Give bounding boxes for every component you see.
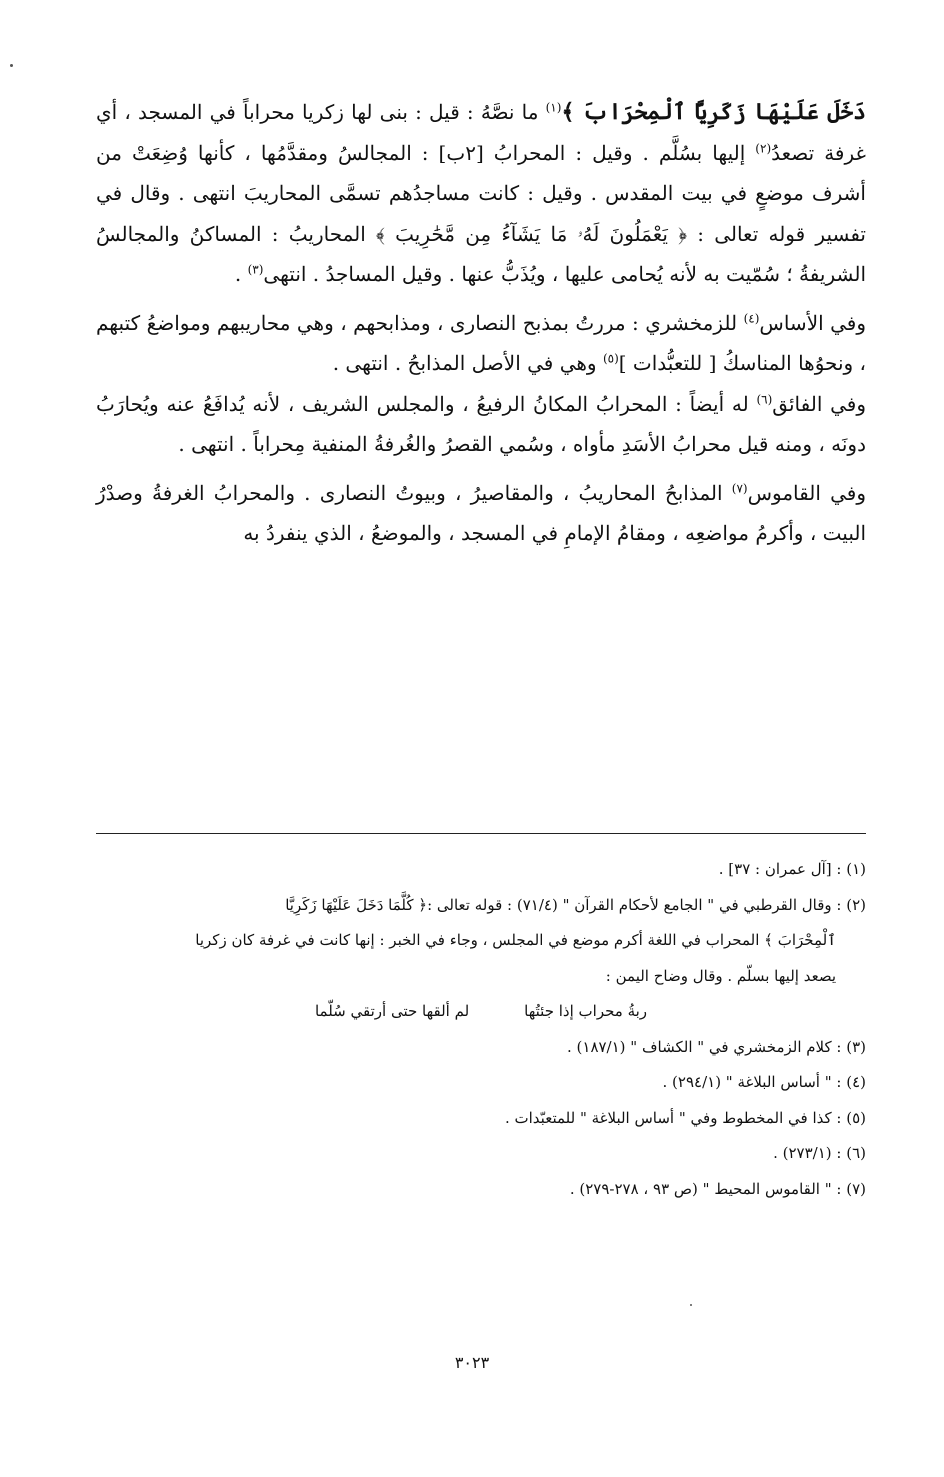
scan-speck — [10, 64, 13, 67]
verse-hemistich-second: لم ألقها حتى أرتقي سُلّما — [314, 1002, 470, 1020]
paragraph-text: . — [234, 262, 248, 286]
footnote-ref-6[interactable]: (٦) — [756, 391, 773, 406]
footnote-ref-7[interactable]: (٧) — [731, 480, 748, 495]
footnote-6: (٦) : (٢٧٣/١) . — [773, 1144, 866, 1162]
footnote-ref-5[interactable]: (٥) — [602, 351, 619, 366]
footnote-2-continued: يصعد إليها بسلّم . وقال وضاح اليمن : — [605, 966, 836, 985]
paragraph-2 — [96, 303, 866, 384]
footnote-ref-4[interactable]: (٤) — [743, 310, 760, 325]
footnote-3: (٣) : كلام الزمخشري في " الكشاف " (١٨٧/١) . — [567, 1037, 866, 1056]
paragraph-text: إليها بسُلَّم . وقيل : المحرابُ [٢ب] : المجالسُ ومقدَّمُها ، كأنها وُضِعَتْ من أشرف موضعٍ في بيت المقدس . وقيل : كانت مساجدُهم تسمَّى المحاريبَ انتهى . وقال في تفسير قوله تعالى : ﴿ يَعْمَلُونَ لَهُۥ مَا يَشَآءُ مِن مَّحَٰرِيبَ ﴾ المحاريبُ : المساكنُ والمجالسُ الشريفةُ ؛ سُمّيت به لأنه يُحامى عليها ، ويُذَبُّ عنها . وقيل المساجدُ . انتهى — [96, 140, 866, 286]
footnote-ref-1[interactable]: (١) — [545, 100, 562, 115]
paragraph-text: ما نصَّهُ : قيل : بنى لها زكريا محراباً في المسجد ، أي غرفة تصعدُ — [96, 100, 866, 165]
paragraph-text: وفي الفائق — [772, 391, 866, 416]
footnotes — [96, 852, 866, 1207]
footnote-7: (٧) : " القاموس المحيط " (ص ٩٣ ، ٢٧٨-٢٧٩) . — [569, 1179, 866, 1198]
footnote-separator — [96, 833, 866, 834]
footnote-ref-2[interactable]: (٢) — [755, 140, 772, 155]
poetry-verse — [96, 994, 866, 1030]
main-text — [96, 92, 866, 554]
paragraph-text: وفي القاموس — [747, 480, 866, 505]
paragraph-text: له أيضاً : المحرابُ المكانُ الرفيعُ ، والمجلس الشريف ، لأنه يُدافَعُ عنه ويُحارَبُ دونَه ، ومنه قيل محرابُ الأسَدِ مأواه ، وسُمي القصرُ والغُرفةُ المنفية مِحراباً . انتهى . — [96, 391, 866, 456]
paragraph-text: للزمخشري : مررتُ بمذبح النصارى ، ومذابحهم ، وهي محاريبهم ومواضعُ كتبهم ، ونحوُها المناسكُ [ للتعبُّدات ] — [96, 310, 866, 375]
footnote-5: (٥) : كذا في المخطوط وفي " أساس البلاغة " للمتعبّدات . — [504, 1108, 866, 1127]
footnote-2: (٢) : وقال القرطبي في " الجامع لأحكام القرآن " (٧١/٤) : قوله تعالى :﴿ كُلَّمَا دَخَلَ عَلَيْهَا زَكَرِيَّا — [285, 895, 866, 914]
footnote-4: (٤) : " أساس البلاغة " (٢٩٤/١) . — [662, 1073, 866, 1091]
page-number: ٣٠٢٣ — [454, 1353, 490, 1372]
paragraph-text: وهي في الأصل المذابحُ . انتهى . — [332, 351, 603, 375]
paragraph-3 — [96, 384, 866, 465]
footnote-1: (١) : [آل عمران : ٣٧] . — [718, 860, 866, 878]
verse-hemistich-first: ربةُ محراب إذا جئتُها — [524, 1002, 648, 1020]
paragraph-text: المذابحُ المحاريبُ ، والمقاصيرُ ، وبيوتُ النصارى . والمحرابُ الغرفةُ وصدْرُ البيت ، وأكرمُ مواضعِه ، ومقامُ الإمامِ في المسجد ، والموضعُ ، الذي ينفردُ به — [96, 480, 866, 545]
paragraph-text: وفي الأساس — [759, 310, 866, 335]
paragraph-1 — [96, 92, 866, 295]
footnote-ref-3[interactable]: (٣) — [247, 262, 264, 277]
quran-quote: دَخَلَ عَلَيْهَا زَكَرِيَّا ٱلْمِحْرَابَ ﴾ — [561, 99, 867, 125]
scan-speck — [690, 1304, 692, 1306]
paragraph-4 — [96, 473, 866, 554]
footnote-2-continued: ٱلْمِحْرَابَ ﴾ المحراب في اللغة أكرم موضع في المجلس ، وجاء في الخبر : إنها كانت في غرفة كان زكريا — [195, 931, 836, 949]
